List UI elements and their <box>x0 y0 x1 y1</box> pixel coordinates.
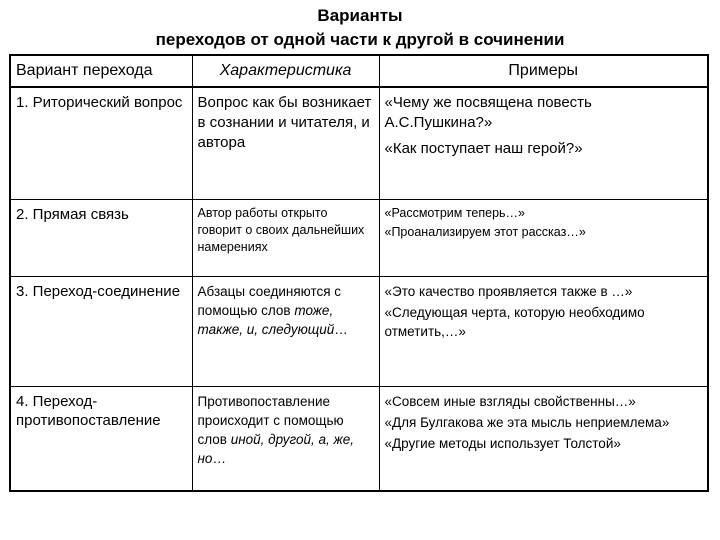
example-item: «Чему же посвящена повесть А.С.Пушкина?» <box>384 94 592 131</box>
example-item: «Следующая черта, которую необходимо отметить,…» <box>384 304 645 339</box>
variant-cell: 2. Прямая связь <box>10 199 192 276</box>
table-row <box>10 87 708 199</box>
characteristic-text: Вопрос как бы возникает в сознании и читателя, и автора <box>197 94 372 151</box>
variant-cell: 4. Переход-противопоставление <box>10 386 192 491</box>
characteristic-cell <box>192 199 379 276</box>
characteristic-italic-words: тоже, также, и, следующий <box>197 302 335 337</box>
variant-cell: 3. Переход-соединение <box>10 276 192 386</box>
characteristic-ellipsis: … <box>334 321 348 337</box>
title-line-1: Варианты <box>317 6 403 25</box>
characteristic-italic-words: иной, другой, а, же, но <box>197 431 355 466</box>
example-item: «Это качество проявляется также в …» <box>384 283 633 299</box>
example-item: «Рассмотрим теперь…» <box>384 205 525 220</box>
characteristic-ellipsis: … <box>212 450 226 466</box>
examples-cell <box>379 199 708 276</box>
table-row <box>10 199 708 276</box>
characteristic-text: Противопоставление происходит с помощью слов <box>197 393 344 447</box>
header-variant: Вариант перехода <box>10 55 192 87</box>
table-header-row <box>10 55 708 87</box>
examples-cell <box>379 386 708 491</box>
example-item: «Для Булгакова же эта мысль неприемлема» <box>384 414 670 430</box>
variant-cell: 1. Риторический вопрос <box>10 87 192 199</box>
header-characteristic: Характеристика <box>192 55 379 87</box>
characteristic-text: Автор работы открыто говорит о своих дальнейших намерениях <box>197 205 365 254</box>
characteristic-cell <box>192 276 379 386</box>
characteristic-text: Абзацы соединяются с помощью слов <box>197 283 342 318</box>
example-item: «Как поступает наш герой?» <box>384 140 583 157</box>
table-row <box>10 386 708 491</box>
example-item: «Совсем иные взгляды свойственны…» <box>384 393 636 409</box>
examples-cell <box>379 87 708 199</box>
table-row <box>10 276 708 386</box>
transitions-table <box>9 54 709 492</box>
example-item: «Проанализируем этот рассказ…» <box>384 224 586 239</box>
example-item: «Другие методы использует Толстой» <box>384 435 621 451</box>
title-line-2: переходов от одной части к другой в сочинении <box>155 30 565 49</box>
characteristic-cell <box>192 386 379 491</box>
document-title <box>0 4 720 52</box>
characteristic-cell <box>192 87 379 199</box>
header-examples: Примеры <box>379 55 708 87</box>
examples-cell <box>379 276 708 386</box>
